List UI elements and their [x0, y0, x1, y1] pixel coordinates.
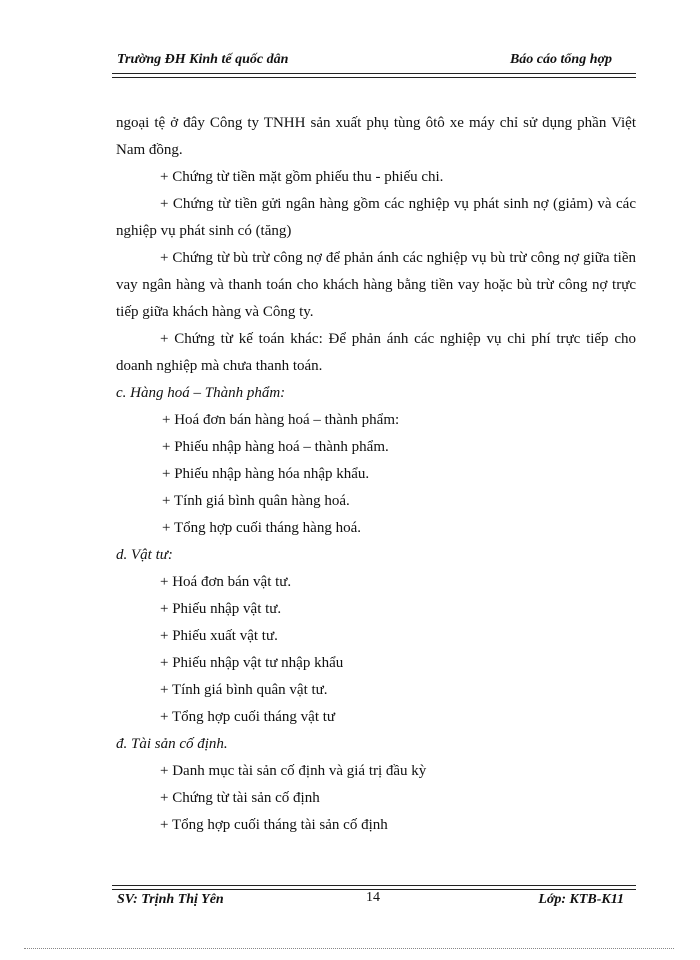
footer-student-name: SV: Trịnh Thị Yên	[117, 892, 224, 907]
list-item: + Phiếu nhập vật tư.	[160, 601, 282, 617]
list-item: + Phiếu nhập hàng hoá – thành phẩm.	[162, 439, 389, 455]
page-header	[112, 50, 614, 72]
paragraph-other-vouchers: + Chứng từ kế toán khác: Để phản ánh các nghiệp vụ chi phí trực tiếp cho doanh nghiệp mà chưa thanh toán.	[116, 331, 636, 374]
header-university: Trường ĐH Kinh tế quốc dân	[117, 52, 289, 67]
paragraph-cash-vouchers: + Chứng từ tiền mặt gồm phiếu thu - phiếu chi.	[160, 169, 444, 185]
page-edge-dotted-line	[24, 948, 674, 949]
list-item: + Danh mục tài sản cố định và giá trị đầu kỳ	[160, 763, 427, 779]
paragraph-currency: ngoại tệ ở đây Công ty TNHH sản xuất phụ tùng ôtô xe máy chỉ sử dụng phần Việt Nam đồng.	[116, 115, 636, 158]
header-rule	[112, 73, 636, 78]
list-item: + Hoá đơn bán hàng hoá – thành phẩm:	[162, 412, 400, 428]
footer-class: Lớp: KTB-K11	[538, 892, 624, 907]
section-heading-materials: d. Vật tư:	[116, 547, 173, 563]
page-footer	[112, 890, 636, 914]
list-item: + Phiếu nhập hàng hóa nhập khẩu.	[162, 466, 370, 482]
list-item: + Phiếu nhập vật tư nhập khẩu	[160, 655, 344, 671]
page-body	[116, 110, 636, 839]
list-item: + Tính giá bình quân hàng hoá.	[162, 493, 350, 509]
list-item: + Tổng hợp cuối tháng tài sản cố định	[160, 817, 388, 833]
paragraph-bank-vouchers: + Chứng từ tiền gửi ngân hàng gồm các nghiệp vụ phát sinh nợ (giảm) và các nghiệp vụ phát sinh có (tăng)	[116, 196, 636, 239]
page-number: 14	[366, 890, 380, 905]
list-item: + Tổng hợp cuối tháng hàng hoá.	[162, 520, 361, 536]
list-item: + Hoá đơn bán vật tư.	[160, 574, 292, 590]
list-item: + Tính giá bình quân vật tư.	[160, 682, 328, 698]
header-report-title: Báo cáo tổng hợp	[509, 52, 612, 67]
section-heading-goods: c. Hàng hoá – Thành phẩm:	[116, 385, 286, 401]
list-item: + Phiếu xuất vật tư.	[160, 628, 278, 644]
list-item: + Chứng từ tài sản cố định	[160, 790, 320, 806]
paragraph-offset-vouchers: + Chứng từ bù trừ công nợ để phản ánh các nghiệp vụ bù trừ công nợ giữa tiền vay ngân hàng và thanh toán cho khách hàng bằng tiền vay hoặc bù trừ công nợ trực tiếp giữa khách hàng và Công ty.	[116, 250, 636, 320]
section-heading-fixed-assets: đ. Tài sản cố định.	[116, 736, 228, 752]
list-item: + Tổng hợp cuối tháng vật tư	[160, 709, 336, 725]
